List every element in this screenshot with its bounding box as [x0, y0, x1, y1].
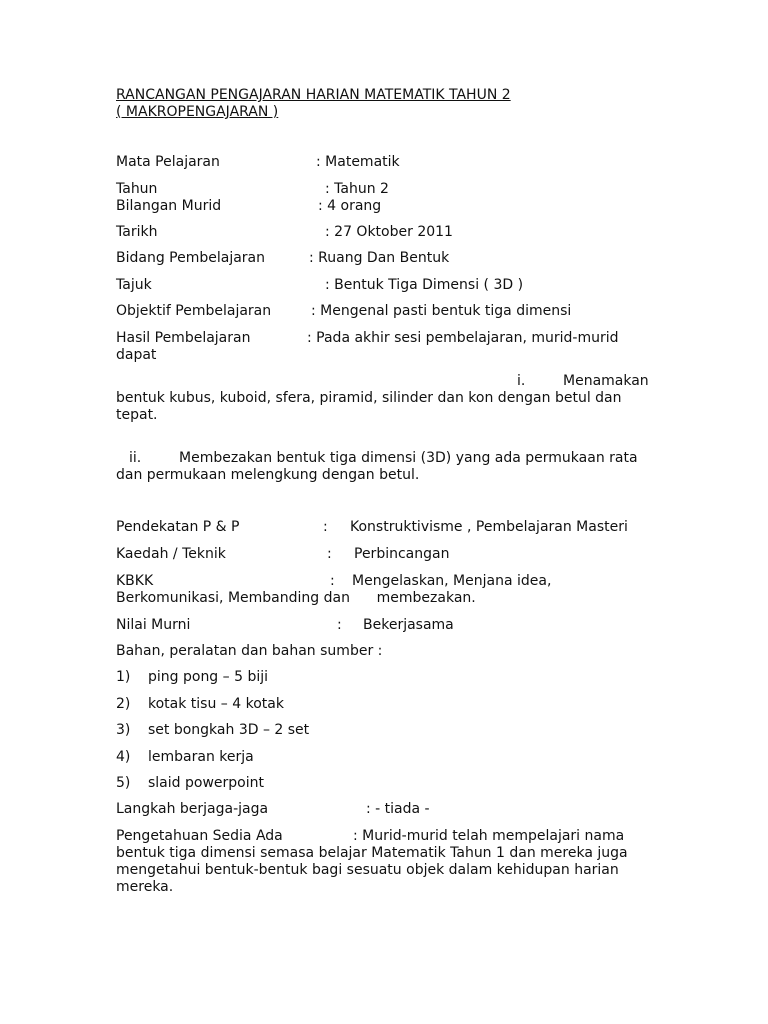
hasil-pembelajaran-value: : Pada akhir sesi pembelajaran, murid-murid	[307, 330, 619, 346]
tarikh-value: : 27 Oktober 2011	[325, 224, 453, 240]
kbkk-continuation: Berkomunikasi, Membanding dan membezakan.	[116, 590, 476, 606]
pengetahuan-value: : Murid-murid telah mempelajari nama	[353, 828, 625, 844]
pendekatan-label: Pendekatan P & P	[116, 519, 240, 535]
nilai-murni-label: Nilai Murni	[116, 617, 191, 633]
list-item-number: 4)	[116, 749, 131, 765]
pengetahuan-text: bentuk tiga dimensi semasa belajar Matematik Tahun 1 dan mereka juga	[116, 845, 628, 861]
mata-pelajaran-label: Mata Pelajaran	[116, 154, 220, 170]
document-title: RANCANGAN PENGAJARAN HARIAN MATEMATIK TAHUN 2	[116, 87, 511, 103]
mata-pelajaran-value: : Matematik	[316, 154, 400, 170]
list-item: set bongkah 3D – 2 set	[148, 722, 310, 738]
langkah-label: Langkah berjaga-jaga	[116, 801, 269, 817]
list-item: ping pong – 5 biji	[148, 669, 269, 685]
tahun-label: Tahun	[116, 181, 158, 197]
outcome-number: ii.	[129, 450, 142, 466]
bilangan-murid-value: : 4 orang	[318, 198, 382, 214]
pendekatan-colon: :	[323, 519, 328, 535]
nilai-murni-value: Bekerjasama	[363, 617, 454, 633]
langkah-value: : - tiada -	[366, 801, 430, 817]
list-item: kotak tisu – 4 kotak	[148, 696, 284, 712]
list-item-number: 3)	[116, 722, 131, 738]
list-item-number: 2)	[116, 696, 131, 712]
kbkk-value: Mengelaskan, Menjana idea,	[352, 573, 552, 589]
list-item: lembaran kerja	[148, 749, 254, 765]
objektif-pembelajaran-value: : Mengenal pasti bentuk tiga dimensi	[311, 303, 572, 319]
nilai-murni-colon: :	[337, 617, 342, 633]
outcome-number: i.	[517, 373, 526, 389]
document-subtitle: ( MAKROPENGAJARAN )	[116, 104, 279, 120]
kbkk-label: KBKK	[116, 573, 154, 589]
list-item-number: 1)	[116, 669, 131, 685]
pengetahuan-label: Pengetahuan Sedia Ada	[116, 828, 283, 844]
bidang-pembelajaran-label: Bidang Pembelajaran	[116, 250, 266, 266]
pendekatan-value: Konstruktivisme , Pembelajaran Masteri	[350, 519, 628, 535]
outcome-text: Menamakan	[563, 373, 649, 389]
kaedah-label: Kaedah / Teknik	[116, 546, 226, 562]
pengetahuan-text: mereka.	[116, 879, 174, 895]
bidang-pembelajaran-value: : Ruang Dan Bentuk	[309, 250, 450, 266]
tarikh-label: Tarikh	[116, 224, 158, 240]
tajuk-label: Tajuk	[116, 277, 152, 293]
bilangan-murid-label: Bilangan Murid	[116, 198, 222, 214]
materials-heading: Bahan, peralatan dan bahan sumber :	[116, 643, 383, 659]
kbkk-colon: :	[330, 573, 335, 589]
list-item: slaid powerpoint	[148, 775, 264, 791]
list-item-number: 5)	[116, 775, 131, 791]
outcome-text: tepat.	[116, 407, 158, 423]
outcome-text: Membezakan bentuk tiga dimensi (3D) yang ada permukaan rata	[179, 450, 638, 466]
tahun-value: : Tahun 2	[325, 181, 389, 197]
kaedah-colon: :	[327, 546, 332, 562]
tajuk-value: : Bentuk Tiga Dimensi ( 3D )	[325, 277, 524, 293]
outcome-text: bentuk kubus, kuboid, sfera, piramid, silinder dan kon dengan betul dan	[116, 390, 622, 406]
pengetahuan-text: mengetahui bentuk-bentuk bagi sesuatu objek dalam kehidupan harian	[116, 862, 619, 878]
hasil-pembelajaran-continuation: dapat	[116, 347, 157, 363]
hasil-pembelajaran-label: Hasil Pembelajaran	[116, 330, 251, 346]
outcome-text: dan permukaan melengkung dengan betul.	[116, 467, 420, 483]
objektif-pembelajaran-label: Objektif Pembelajaran	[116, 303, 272, 319]
kaedah-value: Perbincangan	[354, 546, 450, 562]
